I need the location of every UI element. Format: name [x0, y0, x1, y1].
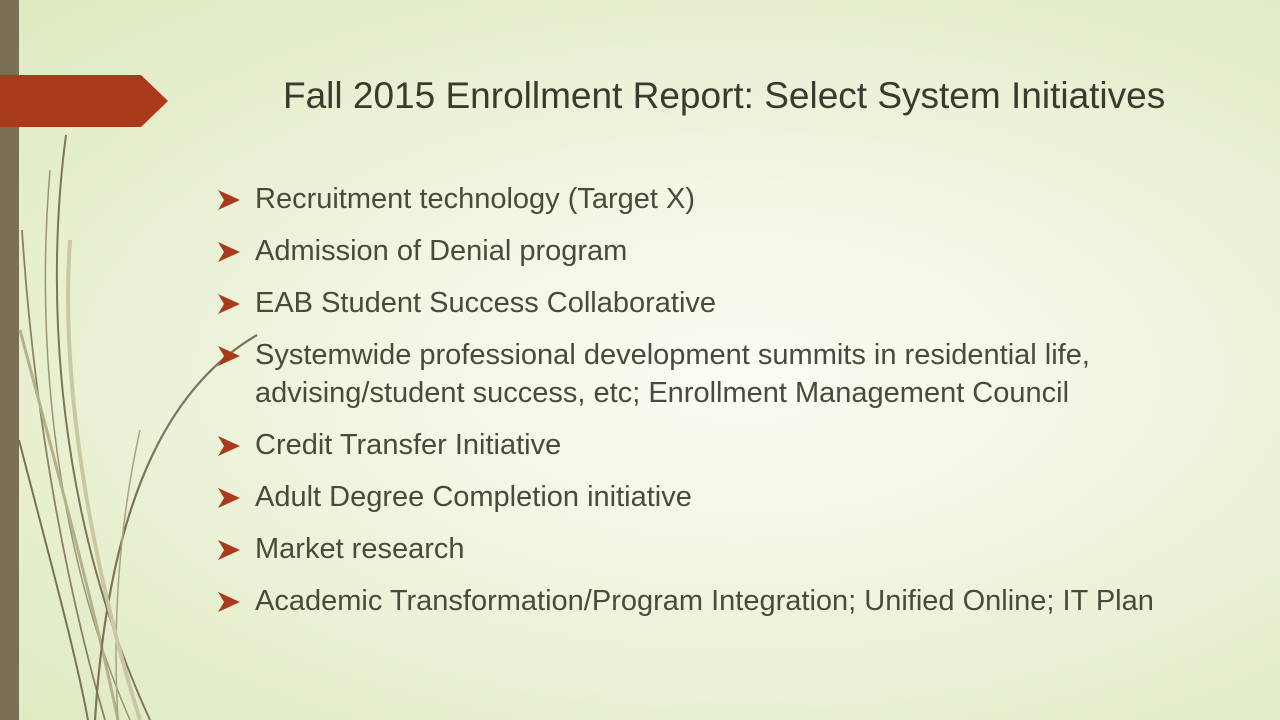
list-item [218, 284, 1218, 322]
arrowhead-bullet-icon [218, 592, 240, 612]
list-item [218, 232, 1218, 270]
list-item [218, 478, 1218, 516]
slide-title: Fall 2015 Enrollment Report: Select System Initiatives [283, 75, 1166, 116]
title-accent-tab [0, 75, 168, 127]
list-item-text: Recruitment technology (Target X) [255, 183, 696, 215]
arrowhead-bullet-icon [218, 242, 240, 262]
list-item-text: Market research [255, 533, 465, 565]
list-item [218, 336, 1218, 412]
list-item [218, 530, 1218, 568]
list-item-text: Academic Transformation/Program Integration; Unified Online; IT Plan [255, 585, 1154, 617]
list-item-text: Adult Degree Completion initiative [255, 481, 692, 513]
list-item [218, 426, 1218, 464]
arrowhead-bullet-icon [218, 294, 240, 314]
list-item [218, 180, 1218, 218]
arrowhead-bullet-icon [218, 488, 240, 508]
arrowhead-bullet-icon [218, 346, 240, 366]
arrowhead-bullet-icon [218, 540, 240, 560]
list-item-text: Credit Transfer Initiative [255, 429, 562, 461]
list-item-text: Systemwide professional development summits in residential life, advising/student success, etc; Enrollment Management Council [255, 339, 1090, 409]
arrowhead-bullet-icon [218, 436, 240, 456]
list-item-text: EAB Student Success Collaborative [255, 287, 717, 319]
list-item [218, 582, 1218, 620]
list-item-text: Admission of Denial program [255, 235, 628, 267]
arrowhead-bullet-icon [218, 190, 240, 210]
initiatives-list [218, 180, 1218, 634]
